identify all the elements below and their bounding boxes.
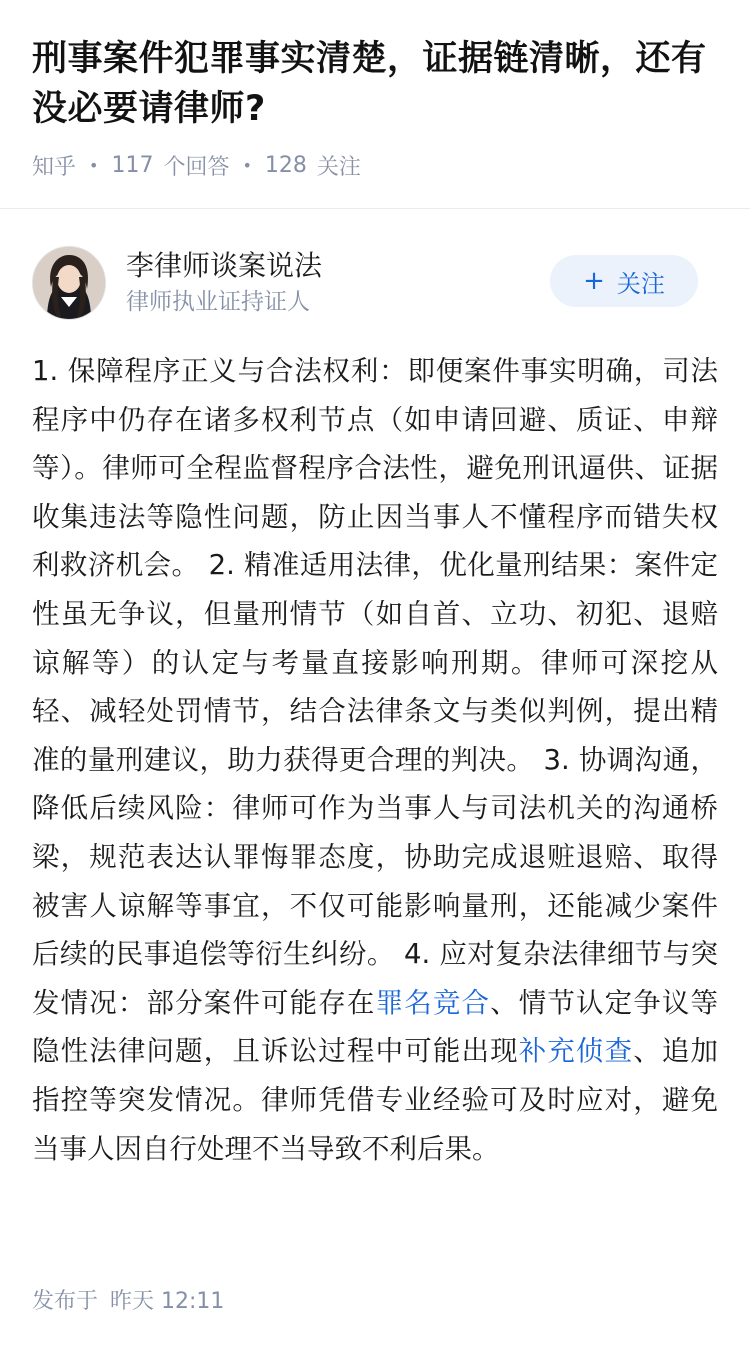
question-header [0,0,750,182]
publish-time: 昨天 12:11 [110,1289,225,1314]
author-badge: 律师执业证持证人 [126,289,310,315]
publish-label: 发布于 [32,1289,99,1314]
site-name[interactable]: 知乎 [32,154,77,180]
author-info [126,248,322,318]
avatar[interactable] [32,246,106,320]
answer-count-label: 个回答 [163,154,230,180]
meta-separator: • [89,155,99,175]
follower-count: 128 [264,152,307,178]
follower-count-label: 关注 [316,154,361,180]
link-zuiming-jinghe[interactable]: 罪名竞合 [375,986,491,1019]
question-meta [32,148,718,182]
publish-info [32,1284,224,1315]
answer-text-part1: 1. 保障程序正义与合法权利：即便案件事实明确，司法程序中仍存在诸多权利节点（如申请回避、质证、申辩等）。律师可全程监督程序合法性，避免刑讯逼供、证据收集违法等隐性问题，防止因当事人不懂程序而错失权利救济机会。 2. 精准适用法律，优化量刑结果：案件定性虽无争议，但量刑情节（如自首、立功、初犯、退赔谅解等）的认定与考量直接影响刑期。律师可深挖从轻、减轻处罚情节，结合法律条文与类似判例，提出精准的量刑建议，助力获得更合理的判决。 3. 协调沟通，降低后续风险：律师可作为当事人与司法机关的沟通桥梁，规范表达认罪悔罪态度，协助完成退赃退赔、取得被害人谅解等事宜，不仅可能影响量刑，还能减少案件后续的民事追偿等衍生纠纷。 4. 应对复杂法律细节与突发情况：部分案件可能存在 [32,355,718,1019]
answer-text-part2: 、情节认定争议等隐性法律问题，且诉讼过程中可能出现 [32,986,719,1068]
answer-text-part3: 、追加指控等突发情况。律师凭借专业经验可及时应对，避免当事人因自行处理不当导致不利后果。 [32,1035,719,1165]
follow-button-label: 关注 [616,269,665,298]
answer-count: 117 [111,152,154,178]
link-buchong-zhencha[interactable]: 补充侦查 [518,1035,634,1068]
answer-content [32,347,718,1173]
follow-button[interactable] [550,255,698,307]
avatar-portrait-icon [33,247,105,319]
plus-icon: + [583,266,605,296]
question-title[interactable]: 刑事案件犯罪事实清楚，证据链清晰，还有没必要请律师? [32,39,707,129]
meta-separator: • [242,155,252,175]
author-name[interactable]: 李律师谈案说法 [126,249,323,282]
author-row [32,209,718,317]
